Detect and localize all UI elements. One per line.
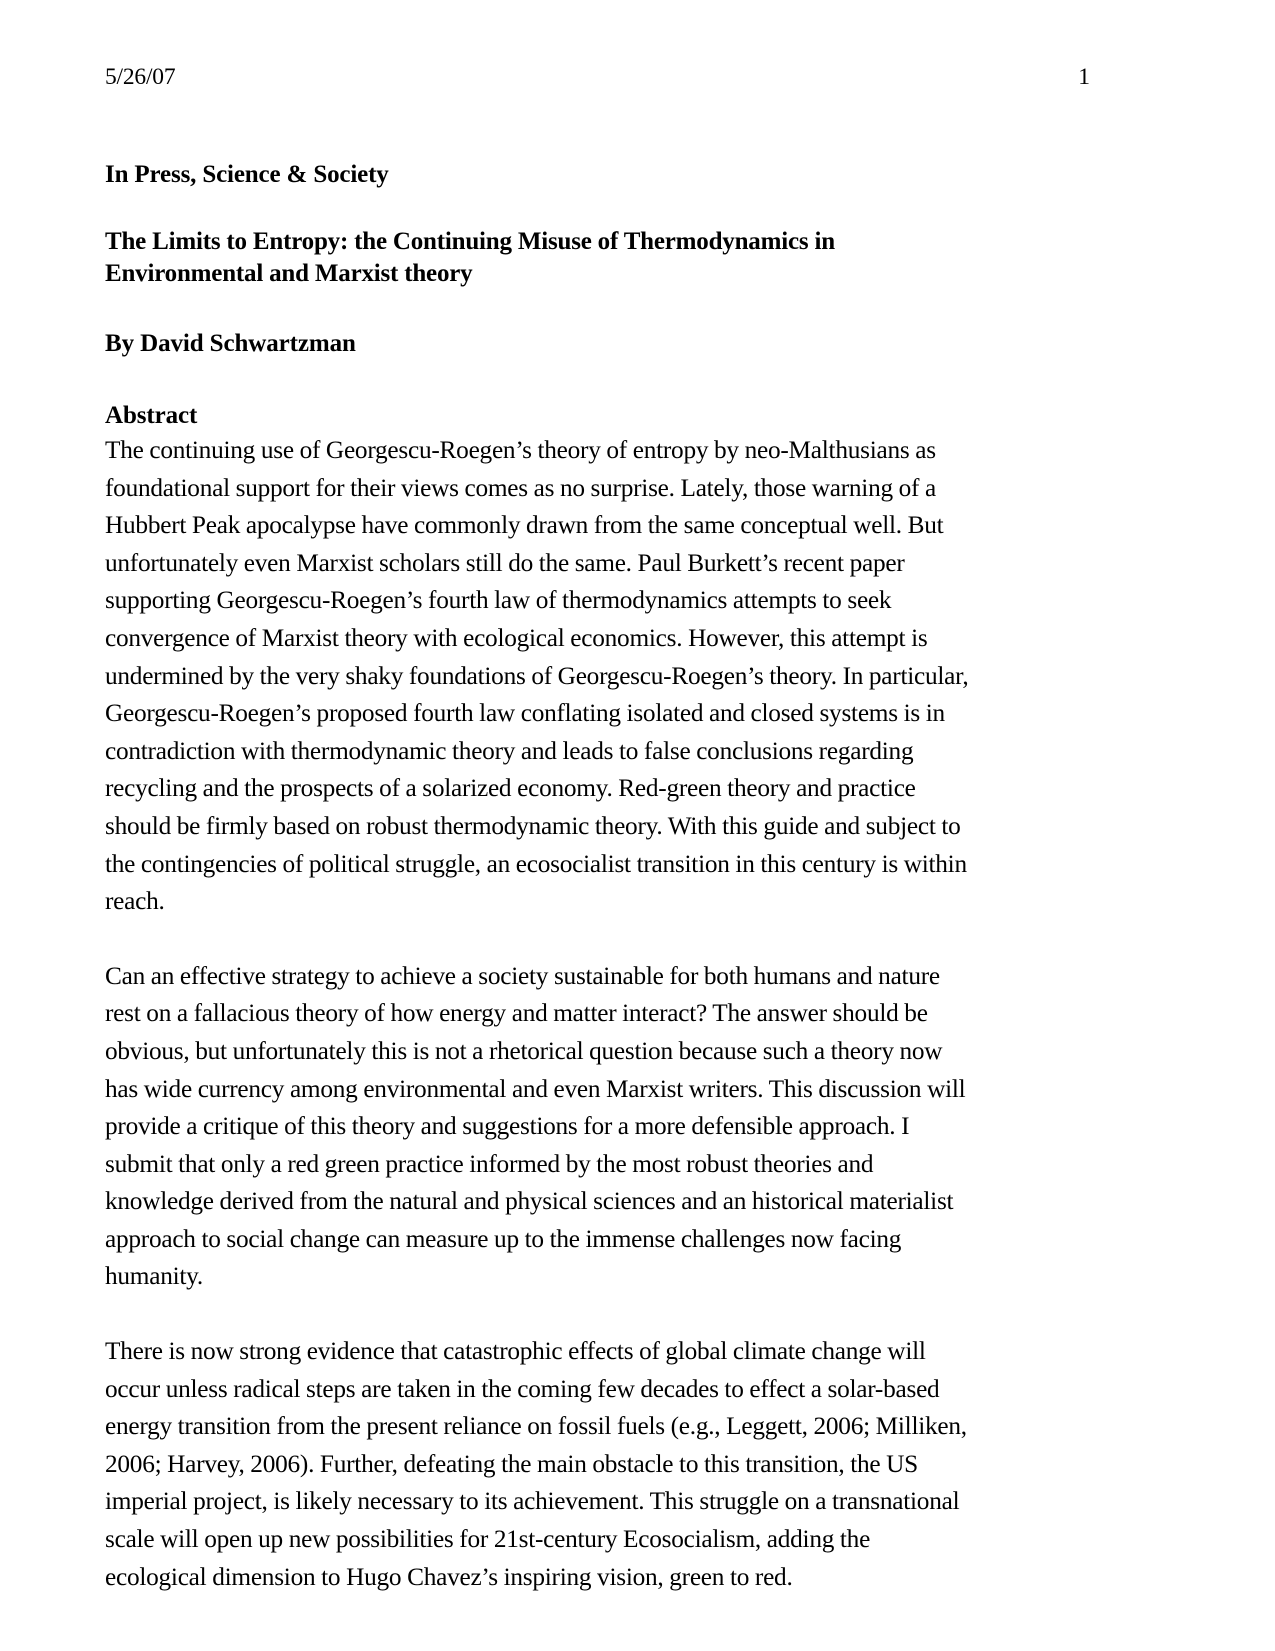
text-line: the contingencies of political struggle, an ecosocialist transition in this century is within xyxy=(105,849,967,878)
page-title: The Limits to Entropy: the Continuing Misuse of Thermodynamics in Environmental and Marxist theory xyxy=(105,228,835,287)
text-line: Georgescu-Roegen’s proposed fourth law conflating isolated and closed systems is in xyxy=(105,699,945,728)
text-line: occur unless radical steps are taken in the coming few decades to effect a solar-based xyxy=(105,1374,940,1403)
text-line: Hubbert Peak apocalypse have commonly drawn from the same conceptual well. But xyxy=(105,511,944,540)
text-line: The continuing use of Georgescu-Roegen’s theory of entropy by neo-Malthusians as xyxy=(105,436,936,464)
text-line: obvious, but unfortunately this is not a rhetorical question because such a theory now xyxy=(105,1036,943,1065)
text-line: undermined by the very shaky foundations of Georgescu-Roegen’s theory. In particular, xyxy=(105,661,969,690)
text-line: 2006; Harvey, 2006). Further, defeating the main obstacle to this transition, the US xyxy=(105,1449,918,1478)
text-line: reach. xyxy=(105,887,165,916)
text-line: humanity. xyxy=(105,1262,203,1291)
abstract-heading: Abstract xyxy=(105,402,198,429)
text-line: rest on a fallacious theory of how energy and matter interact? The answer should be xyxy=(105,999,928,1028)
page-content xyxy=(105,62,1090,1596)
text-line: submit that only a red green practice informed by the most robust theories and xyxy=(105,1149,874,1178)
text-line: should be firmly based on robust thermodynamic theory. With this guide and subject to xyxy=(105,811,961,840)
text-line: foundational support for their views comes as no surprise. Lately, those warning of a xyxy=(105,473,936,502)
text-line: recycling and the prospects of a solarized economy. Red-green theory and practice xyxy=(105,774,916,803)
page-number: 1 xyxy=(1078,64,1090,90)
running-header xyxy=(105,62,1090,96)
text-line: convergence of Marxist theory with ecological economics. However, this attempt is xyxy=(105,623,928,652)
publication-note: In Press, Science & Society xyxy=(105,161,389,188)
text-line: approach to social change can measure up to the immense challenges now facing xyxy=(105,1224,902,1253)
text-line: energy transition from the present reliance on fossil fuels (e.g., Leggett, 2006; Milliken, xyxy=(105,1412,967,1441)
body-paragraph-2 xyxy=(105,1333,1090,1596)
text-line: supporting Georgescu-Roegen’s fourth law of thermodynamics attempts to seek xyxy=(105,586,892,615)
body-paragraph-1 xyxy=(105,958,1090,1296)
text-line: unfortunately even Marxist scholars still do the same. Paul Burkett’s recent paper xyxy=(105,548,905,577)
header-date: 5/26/07 xyxy=(105,64,176,90)
text-line: ecological dimension to Hugo Chavez’s inspiring vision, green to red. xyxy=(105,1562,793,1591)
text-line: knowledge derived from the natural and physical sciences and an historical materialist xyxy=(105,1187,954,1216)
text-line: Can an effective strategy to achieve a society sustainable for both humans and nature xyxy=(105,961,940,990)
author-byline: By David Schwartzman xyxy=(105,330,356,357)
text-line: imperial project, is likely necessary to its achievement. This struggle on a transnational xyxy=(105,1487,960,1516)
text-line: contradiction with thermodynamic theory and leads to false conclusions regarding xyxy=(105,736,914,765)
abstract-paragraph xyxy=(105,432,1090,921)
text-line: provide a critique of this theory and suggestions for a more defensible approach. I xyxy=(105,1112,910,1141)
text-line: has wide currency among environmental and even Marxist writers. This discussion will xyxy=(105,1074,966,1103)
text-line: There is now strong evidence that catastrophic effects of global climate change will xyxy=(105,1337,926,1366)
text-line: scale will open up new possibilities for 21st-century Ecosocialism, adding the xyxy=(105,1525,871,1554)
